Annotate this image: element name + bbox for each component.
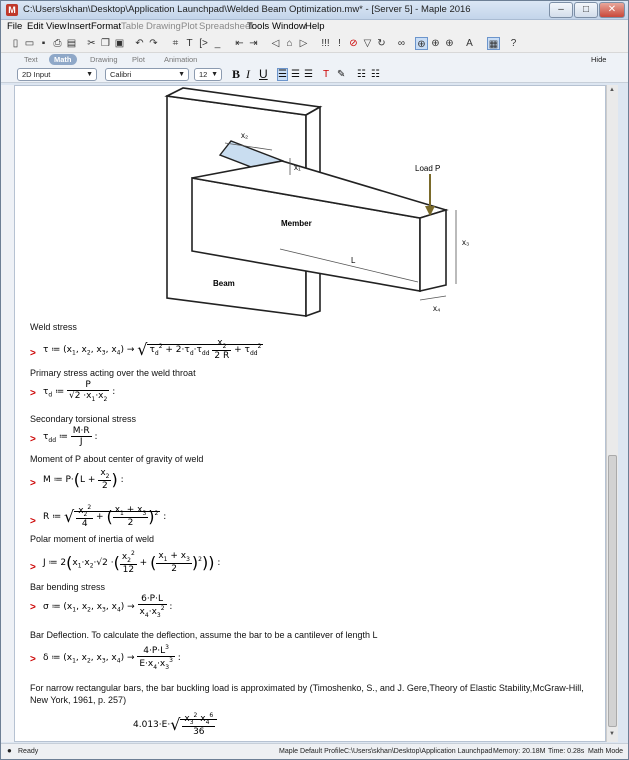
menu-tools[interactable]: Tools [247, 21, 270, 32]
status-time: Time: 0.28s [548, 748, 585, 755]
restart-icon[interactable]: ↻ [377, 38, 386, 49]
font-select[interactable] [105, 68, 189, 81]
outdent-icon[interactable]: ⇤ [235, 38, 244, 49]
input-prompt: > [30, 348, 36, 359]
italic-button[interactable]: I [246, 67, 250, 81]
input-mode-select[interactable] [17, 68, 97, 81]
title-bar [1, 1, 628, 20]
tau-expression: τ ≔ ($x_1$, $x_2$, $x_3$, $x_4$) → √ $\tau_d^2 + 2\cdot\tau_d\cdot\tau_{dd}$ $\frac{x_2}{2 R}$ + $\tau_{dd}^2$ [43, 338, 262, 361]
font-value: Calibri [110, 70, 132, 79]
scrollbar-thumb[interactable] [608, 455, 617, 727]
new-document-icon[interactable]: ▯ [12, 38, 19, 49]
zoom-100-icon[interactable]: ⊕ [415, 37, 428, 50]
moment-expression: M ≔ P·(L + $\frac{x_2}{2}$ ) : [43, 468, 124, 491]
input-prompt: > [30, 388, 36, 399]
menu-window[interactable]: Window [272, 21, 306, 32]
format-toolbar [1, 66, 628, 83]
delta-expression: δ ≔ ($x_1$, $x_2$, $x_3$, $x_4$) → $\frac{4\cdot P\cdot L^3}{E\cdot x_4\cdot x_3^3}$ : [43, 644, 181, 671]
section-weld-stress: Weld stress [30, 322, 77, 332]
insert-execution-group-icon[interactable]: [> [199, 38, 208, 49]
x4-label: x₄ [433, 304, 441, 313]
open-folder-icon[interactable]: ▭ [24, 38, 35, 49]
back-arrow-icon[interactable]: ◁ [271, 38, 280, 49]
mode-tabs [1, 53, 628, 66]
bullet-list-icon[interactable]: ☷ [357, 69, 366, 80]
scroll-down-icon[interactable]: ▼ [609, 731, 615, 737]
menu-spreadsheet[interactable]: Spreadsheet [199, 21, 253, 32]
l-label: L [351, 256, 356, 265]
close-button[interactable]: ✕ [599, 2, 625, 18]
status-mode: Math Mode [588, 748, 624, 755]
minimize-button[interactable]: – [549, 2, 573, 18]
tab-math[interactable]: Math [49, 54, 77, 65]
status-ready: Ready [18, 748, 39, 755]
hyperlink-icon[interactable]: ∞ [397, 38, 406, 49]
section-polar-moment: Polar moment of inertia of weld [30, 534, 155, 544]
welded-beam-diagram [15, 86, 606, 326]
text-color-icon[interactable]: T [323, 69, 330, 80]
menu-file[interactable]: File [7, 21, 23, 32]
underline-button[interactable]: U [259, 67, 268, 81]
status-memory: Memory: 20.18M [493, 748, 546, 755]
menu-plot[interactable]: Plot [181, 21, 198, 32]
zoom-150-icon[interactable]: ⊕ [431, 38, 440, 49]
section-buckling: For narrow rectangular bars, the bar buckling load is approximated by (Timoshenko, S., and J. Gere,Theory of Elastic Stability,McGraw-Hill, New York, 1961, p. 257) [30, 683, 584, 705]
member-label: Member [281, 219, 312, 228]
interrupt-icon[interactable]: ⊘ [349, 38, 358, 49]
left-gutter [1, 85, 14, 742]
tau-d-expression: $\tau_d$ ≔ $\frac{P}{√2 \cdot x_1\cdot x_2}$ : [43, 380, 116, 403]
menu-format[interactable]: Format [91, 21, 122, 32]
section-primary-stress: Primary stress acting over the weld throat [30, 368, 196, 378]
print-icon[interactable]: ⎙ [53, 38, 62, 49]
section-bending-stress: Bar bending stress [30, 582, 106, 592]
chevron-down-icon: ▼ [86, 71, 93, 78]
status-bar [1, 743, 628, 759]
bold-button[interactable]: B [232, 67, 241, 81]
insert-text-icon[interactable]: T [186, 38, 193, 49]
x1-label: x₁ [294, 163, 301, 172]
indent-icon[interactable]: ⇥ [249, 38, 258, 49]
vertical-scrollbar[interactable] [606, 85, 618, 742]
tab-drawing[interactable]: Drawing [90, 55, 118, 64]
input-prompt: > [30, 434, 36, 445]
tau-dd-expression: $\tau_{dd}$ ≔ $\frac{M\cdot R}{J}$ : [43, 426, 98, 447]
x4-dimension-line [420, 296, 446, 300]
x2-label: x₂ [241, 131, 249, 140]
section-secondary-stress: Secondary torsional stress [30, 414, 137, 424]
insert-math-icon[interactable]: ⌗ [172, 38, 179, 49]
menu-bar [1, 20, 628, 35]
math-mode-icon[interactable]: ▦ [488, 39, 499, 50]
font-size-select[interactable] [194, 68, 222, 81]
input-prompt: > [30, 654, 36, 665]
scroll-up-icon[interactable]: ▲ [609, 87, 615, 93]
undo-icon[interactable]: ↶ [135, 38, 144, 49]
chevron-down-icon: ▼ [178, 71, 185, 78]
save-icon[interactable]: ▪ [41, 38, 46, 49]
menu-table[interactable]: Table [121, 21, 144, 32]
input-prompt: > [30, 478, 36, 489]
insert-plain-text-icon[interactable]: _ [214, 38, 221, 49]
numbered-list-icon[interactable]: ☷ [371, 69, 380, 80]
status-path: C:\Users\skhan\Desktop\Application Launchpad [344, 748, 493, 755]
buckling-expression-partial: 4.013·E·√ $\frac{x_3^2 x_4^6}{36}$ [133, 712, 217, 737]
tab-plot[interactable]: Plot [132, 55, 145, 64]
paste-icon[interactable]: ▣ [114, 38, 125, 49]
chevron-down-icon: ▼ [211, 71, 218, 78]
window-title: C:\Users\skhan\Desktop\Application Launchpad\Welded Beam Optimization.mw* - [Server 5] - Maple 2016 [23, 4, 471, 15]
copy-icon[interactable]: ❐ [101, 38, 110, 49]
r-expression: R ≔ √ $\frac{x_2^2}{4}$ + ( $\frac{x_1 + x_3}{2}$ )$^2$ : [43, 504, 167, 529]
menu-insert[interactable]: Insert [67, 21, 91, 32]
maple-leaf-icon: M [6, 4, 18, 16]
font-size-value: 12 [199, 70, 208, 79]
menu-drawing[interactable]: Drawing [146, 21, 181, 32]
tab-animation[interactable]: Animation [164, 55, 198, 64]
hide-button[interactable]: Hide [591, 55, 607, 64]
print-preview-icon[interactable]: ▤ [66, 38, 77, 49]
debug-icon[interactable]: ▽ [363, 38, 372, 49]
status-dot-icon: ● [7, 746, 12, 755]
execute-selection-icon[interactable]: ! [338, 38, 341, 49]
help-icon[interactable]: ? [510, 38, 517, 49]
sigma-expression: σ ≔ ($x_1$, $x_2$, $x_3$, $x_4$) → $\frac{6\cdot P\cdot L}{x_4\cdot x_3^2}$ : [43, 594, 173, 619]
align-left-icon[interactable]: ☰ [278, 69, 287, 80]
menu-help[interactable]: Help [305, 21, 325, 32]
j-expression: J ≔ $2(x_1\cdot x_2\cdot√2$ ·( $\frac{x_2^2}{12}$ + ( $\frac{x_1 + x_3}{2}$ )$^2$)) : [43, 550, 221, 575]
worksheet[interactable] [14, 85, 606, 742]
menu-edit[interactable]: Edit [27, 21, 44, 32]
menu-view[interactable]: View [46, 21, 67, 32]
beam-label: Beam [213, 279, 235, 288]
align-center-icon[interactable]: ☰ [291, 69, 300, 80]
align-right-icon[interactable]: ☰ [304, 69, 313, 80]
cut-icon[interactable]: ✂ [87, 38, 96, 49]
tab-text[interactable]: Text [24, 55, 38, 64]
input-prompt: > [30, 602, 36, 613]
input-mode-value: 2D Input [22, 70, 51, 79]
status-profile: Maple Default Profile [279, 748, 344, 755]
section-moment: Moment of P about center of gravity of weld [30, 454, 204, 464]
highlight-icon[interactable]: ✎ [337, 69, 346, 80]
zoom-200-icon[interactable]: ⊕ [445, 38, 454, 49]
home-icon[interactable]: ⌂ [286, 38, 293, 49]
redo-icon[interactable]: ↷ [149, 38, 158, 49]
forward-arrow-icon[interactable]: ▷ [299, 38, 308, 49]
input-prompt: > [30, 562, 36, 573]
load-p-label: Load P [415, 164, 441, 173]
maximize-button[interactable]: □ [574, 2, 598, 18]
section-deflection: Bar Deflection. To calculate the deflection, assume the bar to be a cantilever of length L [30, 630, 378, 640]
x3-label: x₃ [462, 238, 470, 247]
text-mode-icon[interactable]: A [466, 38, 473, 49]
main-toolbar [1, 35, 628, 53]
execute-all-icon[interactable]: !!! [321, 38, 330, 49]
input-prompt: > [30, 516, 36, 527]
